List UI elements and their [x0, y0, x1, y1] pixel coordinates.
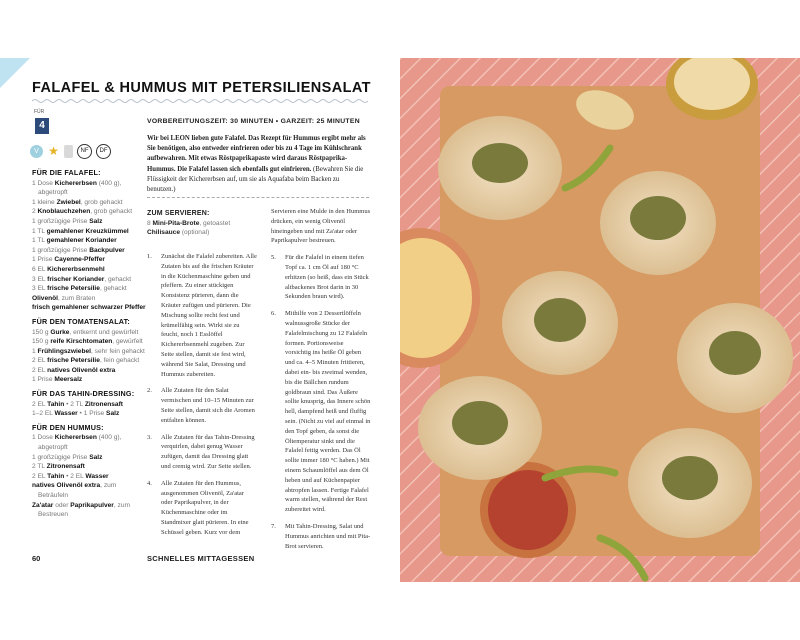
method-step: [147, 252, 257, 379]
ingredient-line: 150 g Gurke, entkernt und gewürfelt: [32, 328, 139, 336]
pita-5: [418, 376, 542, 480]
ingredient-line: 2 Knoblauchzehen, grob gehackt: [32, 208, 133, 216]
ingredient-line: Olivenöl, zum Braten: [32, 294, 96, 302]
step-number: 7.: [271, 522, 276, 530]
ingredient-line: 1 TL gemahlener Kreuzkümmel: [32, 227, 129, 235]
step-number: 1.: [147, 253, 152, 260]
ingredient-line: 3 EL frischer Koriander, gehackt: [32, 275, 132, 283]
falafel-photo: [400, 58, 800, 582]
pita-4: [677, 303, 793, 413]
glutenfree-icon: [64, 145, 73, 158]
pita-2: [600, 171, 716, 275]
method-step: [271, 253, 371, 302]
page-number: 60: [32, 554, 41, 563]
step-text: Mithilfe von 2 Dessertlöffeln walnussgroße Stücke der Falafelmischung zu 12 Falafeln formen. Portionsweise vorsichtig ins heiße Öl geben und ca. 4–5 Minuten frittieren, dabei ein- bis zweimal wenden, bis die Bällchen rundum goldbraun sind. Das Äußere sollte knusprig, das Innere schön hell, dampfend heiß und fluffig sein. (Nicht zu viel auf einmal in den Topf geben, da sonst die Öltemperatur sinkt und die Falafel fettig werden. Das Öl sollte immer 180 °C haben.) Mit einem Schaumlöffel aus dem Öl heben und auf Küchenpapier abtropfen lassen. Fertige Falafel warm stellen, während der Rest zubereitet wird.: [285, 310, 371, 514]
step-number: 2.: [147, 387, 152, 395]
step-number: 6.: [271, 310, 276, 318]
section-name: SCHNELLES MITTAGESSEN: [147, 554, 255, 563]
corner-decoration: [0, 58, 30, 88]
method-step: [147, 386, 257, 425]
ingredient-line: abgetropft: [38, 444, 68, 452]
step-text: Mit Tahin-Dressing, Salat und Hummus anrichten und mit Pita-Brot servieren.: [285, 522, 371, 550]
step-text: Alle Zutaten für den Salat vermischen und 10–15 Minuten zur Seite stellen, damit sich die Aromen entfalten können.: [161, 387, 255, 424]
intro-text: [147, 134, 369, 195]
falafel-ingredients: [32, 179, 146, 313]
nut-free-icon: NF: [77, 144, 92, 159]
ingredient-line: natives Olivenöl extra, zum: [32, 482, 117, 490]
step-number: 4.: [147, 479, 152, 487]
pita-1: [438, 116, 562, 220]
ingredient-line: 1–2 EL Wasser • 1 Prise Salz: [32, 410, 120, 418]
ingredients-list: [32, 168, 146, 520]
ingredient-line: 1 kleine Zwiebel, grob gehackt: [32, 198, 123, 206]
ingredient-line: 6 EL Kichererbsenmehl: [32, 265, 105, 273]
serves-label: FÜR: [34, 109, 45, 115]
prep-time: VORBEREITUNGSZEIT: 30 MINUTEN • GARZEIT: 25 MINUTEN: [147, 118, 360, 125]
ingredient-line: Za'atar oder Paprikapulver, zum: [32, 501, 130, 509]
ingredient-line: 2 TL Zitronensaft: [32, 463, 85, 471]
step-number: 3.: [147, 433, 152, 441]
serving-line-2: Chilisauce (optional): [147, 229, 210, 237]
ingredient-line: 2 EL Tahin • 2 TL Zitronensaft: [32, 400, 123, 408]
ingredient-line: frisch gemahlener schwarzer Pfeffer: [32, 304, 146, 312]
ingredient-line: 1 Frühlingszwiebel, sehr fein gehackt: [32, 347, 145, 355]
method-column-1: [147, 252, 257, 545]
wavy-divider: [32, 98, 370, 104]
hummus-ingredients: [32, 433, 142, 519]
ingredient-line: 1 Prise Meersalz: [32, 376, 83, 384]
ingredient-line: 2 EL frische Petersilie, fein gehackt: [32, 357, 140, 365]
ingredient-line: Bestreuen: [38, 511, 69, 519]
tomato-ingredients: [32, 328, 145, 386]
intro-note: (Bewahren Sie die Flüssigkeit der Kichererbsen auf, um sie als Aquafaba beim Backen zu benutzen.): [147, 165, 364, 194]
pita-3: [502, 271, 618, 375]
step-text: Alle Zutaten für das Tahin-Dressing verquirlen, dabei genug Wasser zufügen, damit das Dressing glatt und cremig wird. Zur Seite stellen.: [161, 433, 255, 470]
ingredient-line: 1 Prise Cayenne-Pfeffer: [32, 256, 105, 264]
serves-count: 4: [35, 118, 49, 134]
ingredient-line: 2 EL natives Olivenöl extra: [32, 366, 116, 374]
ingredient-line: 1 Dose Kichererbsen (400 g),: [32, 434, 122, 442]
ingredient-line: 1 großzügige Prise Backpulver: [32, 246, 125, 254]
tomato-heading: FÜR DEN TOMATENSALAT:: [32, 316, 131, 326]
serving-heading: ZUM SERVIEREN:: [147, 210, 210, 217]
method-step: [271, 522, 371, 551]
step-number: 5.: [271, 254, 276, 262]
ingredient-line: 1 großzügige Prise Salz: [32, 217, 103, 225]
dairy-free-icon: DF: [96, 144, 111, 159]
step-text: Zunächst die Falafel zubereiten. Alle Zutaten bis auf die frischen Kräuter in die Küchenmaschine geben und pfeffern. Zu einer stückigen Konsistenz pürieren, dann die Kräuter zufügen und pürieren. Die Mischung sollte recht fest und krümelfähig sein. Wirkt sie zu feucht, noch 1 Esslöffel Kichererbsenmehl zugeben. Zur Seite stellen, damit sie fest wird, während Sie Salat, Dressing und Hummus zubereiten.: [161, 253, 257, 378]
intro-main: Wir bei LEON lieben gute Falafel. Das Rezept für Hummus ergibt mehr als Sie benötigen, also entweder einfrieren oder bis zu 4 Tage im Kühlschrank aufbewahren. Mit etwas Röstpaprikapaste wird daraus Röstpaprika-Hummus. Die Falafel lassen sich ebenfalls gut einfrieren.: [147, 135, 366, 173]
method-step: [147, 479, 257, 538]
tahini-ingredients: [32, 400, 142, 419]
ingredient-line: 1 TL gemahlener Koriander: [32, 237, 117, 245]
recipe-title: FALAFEL & HUMMUS MIT PETERSILIENSALAT: [32, 80, 371, 96]
ingredient-line: 1 Dose Kichererbsen (400 g),: [32, 179, 122, 187]
ingredient-line: 3 EL frische Petersilie, gehackt: [32, 285, 127, 293]
step-text: Alle Zutaten für den Hummus, ausgenommen Olivenöl, Za'atar oder Paprikapulver, in der Küchenmaschine oder im Standmixer glatt pürieren. In eine Schüssel geben. Kurz vor dem: [161, 479, 249, 536]
pita-6: [628, 428, 752, 538]
method-step: [147, 433, 257, 472]
serving-block: [147, 209, 257, 238]
divider: [147, 197, 369, 198]
ingredient-line: 150 g reife Kirschtomaten, gewürfelt: [32, 338, 143, 346]
ingredient-line: 2 EL Tahin • 2 EL Wasser: [32, 472, 109, 480]
method-step: [271, 309, 371, 515]
hummus-heading: FÜR DEN HUMMUS:: [32, 422, 104, 432]
ingredient-line: 1 großzügige Prise Salz: [32, 453, 103, 461]
ingredient-line: Beträufeln: [38, 492, 69, 499]
ingredient-line: abgetropft: [38, 189, 68, 197]
diet-icons: [30, 144, 111, 159]
method-column-2: [271, 207, 371, 558]
step-text: Für die Falafel in einem tiefen Topf ca. 1 cm Öl auf 180 °C erhitzen (so heiß, dass ein Stück altbackenes Brot darin in 30 Sekunden braun wird).: [285, 254, 369, 301]
star-icon: ★: [48, 144, 59, 158]
falafel-heading: FÜR DIE FALAFEL:: [32, 168, 101, 177]
serving-line-1: 8 Mini-Pita-Brote, getoastet: [147, 219, 231, 227]
tahini-heading: FÜR DAS TAHIN-DRESSING:: [32, 389, 135, 399]
vegan-icon: V: [30, 145, 43, 158]
step-4-continued: Servieren eine Mulde in den Hummus drücken, ein wenig Olivenöl hineingeben und mit Za'atar oder Paprikapulver bestreuen.: [271, 208, 371, 245]
